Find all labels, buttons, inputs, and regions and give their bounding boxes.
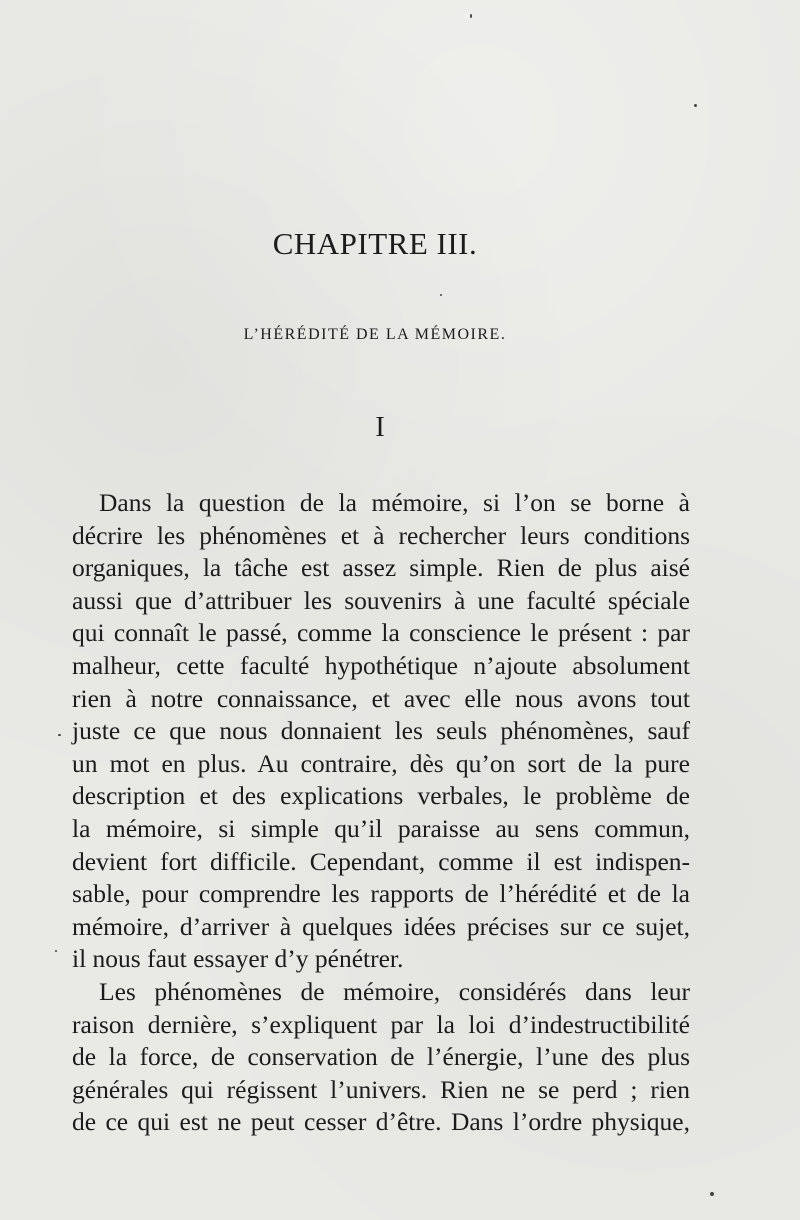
chapter-title: CHAPITRE III. — [272, 226, 478, 261]
text-line: sable, pour comprendre les rapports de l’hérédité et de la — [72, 879, 690, 909]
paper-speck — [58, 734, 61, 736]
text-line: de ce qui est ne peut cesser d’être. Dans l’ordre physique, — [72, 1107, 690, 1137]
text-line: description et des explications verbales, le problème de — [72, 781, 690, 811]
text-line: raison dernière, s’expliquent par la loi d’indestructibilité — [72, 1009, 690, 1039]
text-line: aussi que d’attribuer les souvenirs à une faculté spéciale — [72, 585, 690, 615]
chapter-subtitle: L’HÉRÉDITÉ DE LA MÉMOIRE. — [243, 326, 507, 343]
paragraph-1 — [72, 487, 690, 976]
text-line: Les phénomènes de mémoire, considérés dans leur — [99, 976, 690, 1006]
text-line: mémoire, d’arriver à quelques idées précises sur ce sujet, — [72, 911, 690, 941]
text-line: la mémoire, si simple qu’il paraisse au sens commun, — [72, 813, 690, 843]
text-line: Dans la question de la mémoire, si l’on se borne à — [99, 488, 690, 517]
text-line: générales qui régissent l’univers. Rien ne se perd ; rien — [72, 1074, 690, 1104]
text-line: un mot en plus. Au contraire, dès qu’on sort de la pure — [72, 748, 690, 778]
paper-speck — [694, 104, 697, 107]
text-line: qui connaît le passé, comme la conscience le présent : par — [72, 618, 690, 648]
paper-speck — [470, 14, 472, 18]
text-line: juste ce que nous donnaient les seuls phénomènes, sauf — [72, 716, 690, 746]
text-line: rien à notre connaissance, et avec elle nous avons tout — [72, 683, 690, 713]
text-line: décrire les phénomènes et à rechercher leurs conditions — [72, 520, 690, 550]
paper-speck — [710, 1192, 714, 1196]
text-line: organiques, la tâche est assez simple. Rien de plus aisé — [72, 553, 690, 583]
body-text — [72, 487, 690, 1139]
paper-speck — [55, 950, 57, 952]
paragraph-2 — [72, 976, 690, 1139]
text-line: malheur, cette faculté hypothétique n’ajoute absolument — [72, 650, 690, 680]
section-number: I — [375, 412, 385, 443]
text-line: il nous faut essayer d’y pénétrer. — [72, 944, 404, 974]
text-line: de la force, de conservation de l’énergie, l’une des plus — [72, 1042, 690, 1072]
paper-speck — [440, 294, 442, 296]
text-line: devient fort difficile. Cependant, comme il est indispen- — [72, 846, 690, 876]
